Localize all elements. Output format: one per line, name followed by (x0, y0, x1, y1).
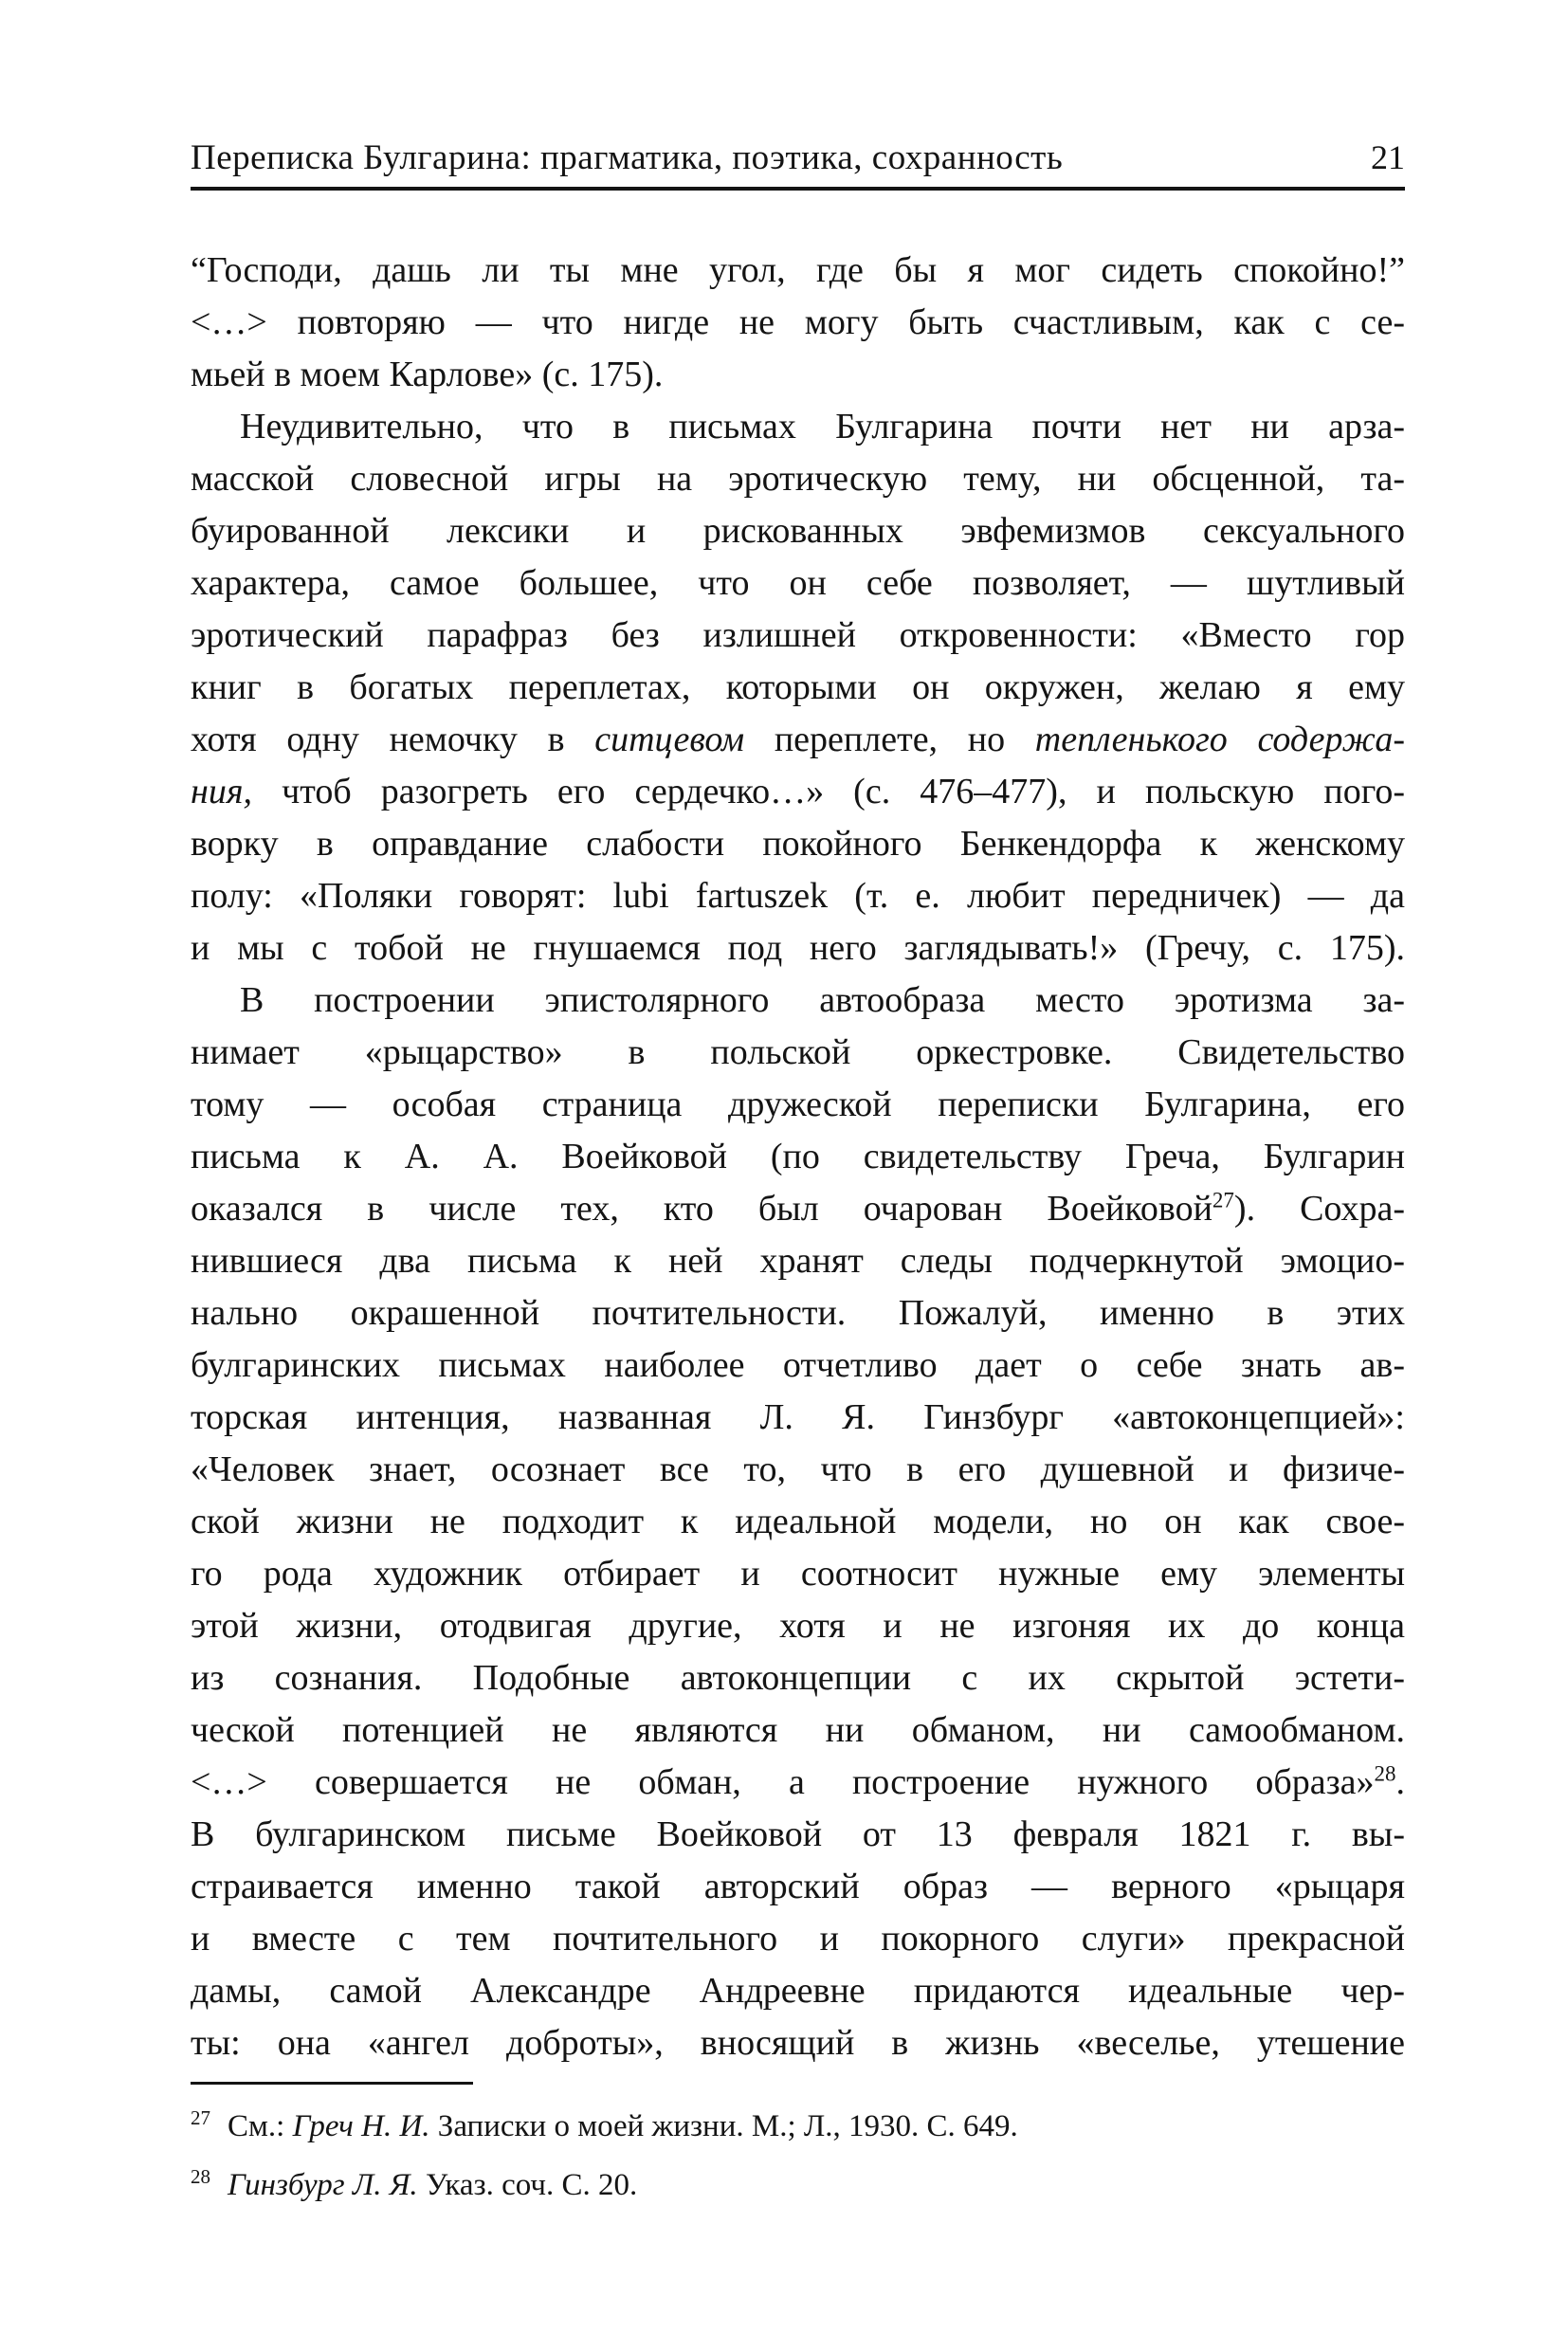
text-segment: нившиеся два письма к ней хранят следы подчеркнутой эмоцио- (191, 1241, 1405, 1281)
text-segment: ты: она «ангел доброты», вносящий в жизнь «веселье, утешение (191, 2023, 1405, 2063)
text-segment: и мы с тобой не гнушаемся под него заглядывать!» (Гречу, с. 175). (191, 928, 1405, 968)
text-segment: <…> повторяю — что нигде не могу быть счастливым, как с се- (191, 302, 1405, 342)
text-segment: ворку в оправдание слабости покойного Бенкендорфа к женскому (191, 824, 1405, 864)
text-segment: нально окрашенной почтительности. Пожалуй, именно в этих (191, 1293, 1405, 1333)
text-segment: этой жизни, отодвигая другие, хотя и не изгоняя их до конца (191, 1606, 1405, 1646)
text-line (191, 1496, 1405, 1548)
text-segment: Гинзбург Л. Я. (228, 2168, 418, 2202)
text-segment: ). Сохра- (1233, 1189, 1405, 1229)
text-line (191, 1809, 1405, 1861)
text-line (191, 2017, 1405, 2069)
footnote-ref: 27 (1212, 1188, 1234, 1212)
footnote-marker: 28 (191, 2165, 210, 2188)
text-segment: ния, (191, 772, 253, 811)
text-segment: оказался в числе тех, кто был очарован Воейковой (191, 1189, 1212, 1229)
running-header (191, 137, 1405, 179)
text-segment: полу: «Поляки говорят: lubi fartuszek (т. е. любит передничек) — да (191, 876, 1405, 916)
text-line (191, 505, 1405, 557)
text-segment: нимает «рыцарство» в польской оркестровке. Свидетельство (191, 1032, 1405, 1072)
text-segment: См.: (228, 2109, 293, 2143)
text-line (191, 1600, 1405, 1652)
text-line (191, 1287, 1405, 1340)
text-line (191, 818, 1405, 870)
footnote-ref: 28 (1374, 1761, 1396, 1786)
text-line (191, 557, 1405, 610)
text-segment: булгаринских письмах наиболее отчетливо дает о себе знать ав- (191, 1345, 1405, 1385)
footnote-separator-rule (191, 2082, 473, 2085)
text-line (191, 349, 1405, 401)
text-line (191, 1913, 1405, 1965)
text-line (191, 1548, 1405, 1600)
text-line (191, 1444, 1405, 1496)
text-line (191, 1183, 1405, 1235)
text-segment: «Человек знает, осознает все то, что в его душевной и физиче- (191, 1449, 1405, 1489)
text-segment: торская интенция, названная Л. Я. Гинзбург «автоконцепцией»: (191, 1397, 1405, 1437)
text-line (191, 662, 1405, 714)
text-segment: ческой потенцией не являются ни обманом, ни самообманом. (191, 1710, 1405, 1750)
text-line (191, 1235, 1405, 1287)
text-segment: тепленького содержа- (1034, 720, 1405, 759)
text-line (191, 714, 1405, 766)
text-segment: чтоб разогреть его сердечко…» (с. 476–477), и польскую пого- (252, 772, 1405, 811)
text-segment: характера, самое большее, что он себе позволяет, — шутливый (191, 563, 1405, 603)
body-text (191, 245, 1405, 2069)
text-segment: В булгаринском письме Воейковой от 13 февраля 1821 г. вы- (191, 1814, 1405, 1854)
text-segment: страивается именно такой авторский образ — верного «рыцаря (191, 1867, 1405, 1906)
text-segment: го рода художник отбирает и соотносит нужные ему элементы (191, 1554, 1405, 1594)
text-segment: и вместе с тем почтительного и покорного слуги» прекрасной (191, 1919, 1405, 1959)
text-line (191, 922, 1405, 975)
text-line (191, 1340, 1405, 1392)
text-segment: Записки о моей жизни. М.; Л., 1930. С. 649. (429, 2109, 1018, 2143)
text-line (191, 453, 1405, 505)
text-segment: мьей в моем Карлове» (с. 175). (191, 355, 664, 394)
text-segment: “Господи, дашь ли ты мне угол, где бы я мог сидеть спокойно!” (191, 250, 1405, 290)
text-segment: переплете, но (744, 720, 1035, 759)
text-segment: Неудивительно, что в письмах Булгарина почти нет ни арза- (240, 407, 1405, 447)
running-header-title: Переписка Булгарина: прагматика, поэтика, сохранность (191, 138, 1064, 177)
text-segment: буированной лексики и рискованных эвфемизмов сексуального (191, 511, 1405, 551)
header-rule (191, 187, 1405, 191)
text-segment: дамы, самой Александре Андреевне придаются идеальные чер- (191, 1971, 1405, 2011)
text-line (191, 870, 1405, 922)
text-segment: масской словесной игры на эротическую тему, ни обсценной, та- (191, 459, 1405, 499)
text-segment: письма к А. А. Воейковой (по свидетельству Греча, Булгарин (191, 1137, 1405, 1176)
footnote (191, 2156, 1405, 2214)
text-segment: ситцевом (594, 720, 745, 759)
text-line (191, 1861, 1405, 1913)
text-segment: ской жизни не подходит к идеальной модели, но он как свое- (191, 1502, 1405, 1541)
text-line (191, 1652, 1405, 1704)
text-segment: книг в богатых переплетах, которыми он окружен, желаю я ему (191, 667, 1405, 707)
text-line (191, 1757, 1405, 1809)
text-line (191, 1965, 1405, 2017)
page-number: 21 (1371, 138, 1405, 176)
text-segment: хотя одну немочку в (191, 720, 595, 759)
footnote-marker: 27 (191, 2106, 210, 2129)
text-segment: Указ. соч. С. 20. (417, 2168, 638, 2202)
text-line (191, 610, 1405, 662)
footnotes (191, 2097, 1405, 2214)
text-line (191, 245, 1405, 297)
text-line (191, 766, 1405, 818)
text-segment: <…> совершается не обман, а построение нужного образа» (191, 1762, 1375, 1802)
text-line (191, 1131, 1405, 1183)
footnote (191, 2097, 1405, 2156)
text-segment: эротический парафраз без излишней откровенности: «Вместо гор (191, 615, 1405, 655)
text-segment: из сознания. Подобные автоконцепции с их скрытой эстети- (191, 1658, 1405, 1698)
text-line (191, 297, 1405, 349)
text-line (191, 1079, 1405, 1131)
text-segment: тому — особая страница дружеской переписки Булгарина, его (191, 1084, 1405, 1124)
text-line (191, 1704, 1405, 1757)
text-line (191, 1392, 1405, 1444)
text-segment: В построении эпистолярного автообраза место эротизма за- (240, 980, 1405, 1020)
text-segment: Греч Н. И. (292, 2109, 430, 2143)
text-line (191, 975, 1405, 1027)
text-line (191, 401, 1405, 453)
text-line (191, 1027, 1405, 1079)
text-segment: . (1395, 1762, 1405, 1802)
